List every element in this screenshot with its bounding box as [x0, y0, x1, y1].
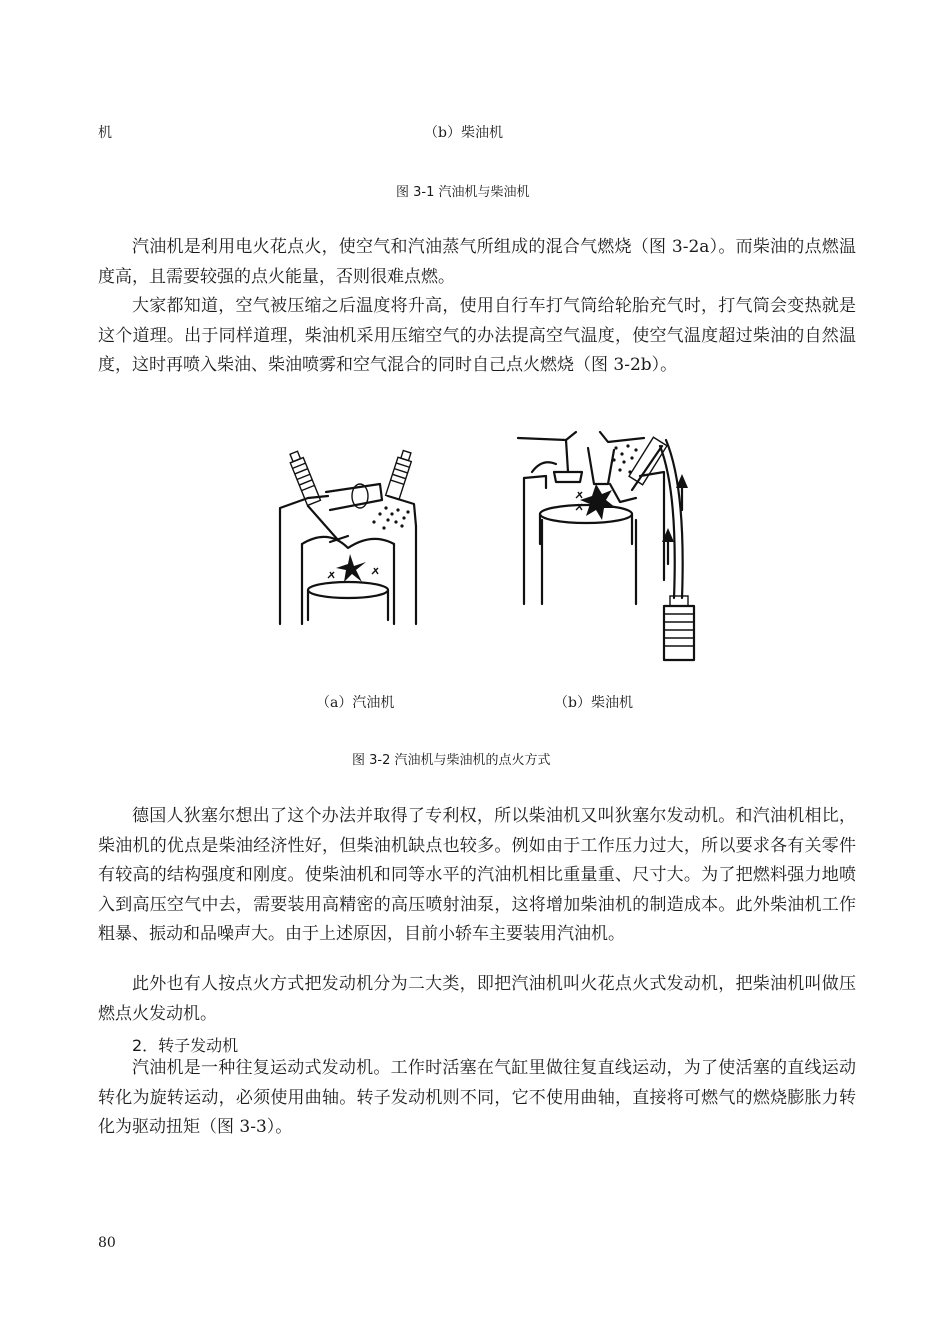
paragraph-1: 汽油机是利用电火花点火，使空气和汽油蒸气所组成的混合气燃烧（图 3-2a）。而柴油的点燃温度高，且需要较强的点火能量，否则很难点燃。	[98, 237, 856, 287]
paragraph-4: 此外也有人按点火方式把发动机分为二大类，即把汽油机叫火花点火式发动机，把柴油机叫做压燃点火发动机。	[98, 974, 856, 1024]
figure-3-2b-label: （b）柴油机	[554, 695, 633, 711]
paragraph-2: 大家都知道，空气被压缩之后温度将升高，使用自行车打气筒给轮胎充气时，打气筒会变热就是这个道理。出于同样道理，柴油机采用压缩空气的办法提高空气温度，使空气温度超过柴油的自然温度，这时再喷入柴油、柴油喷雾和空气混合的同时自己点火燃烧（图 3-2b）。	[98, 296, 856, 375]
figure-3-1-caption: 图 3-1 汽油机与柴油机	[396, 185, 530, 200]
page-number: 80	[98, 1235, 116, 1251]
paragraph-5: 汽油机是一种往复运动式发动机。工作时活塞在气缸里做往复直线运动，为了使活塞的直线运动转化为旋转运动，必须使用曲轴。转子发动机则不同，它不使用曲轴，直接将可燃气的燃烧膨胀力转化为驱动扭矩（图 3-3）。	[98, 1058, 856, 1137]
diesel-engine-illustration	[516, 428, 710, 664]
figure-3-2-caption: 图 3-2 汽油机与柴油机的点火方式	[352, 753, 551, 768]
figure-3-2a-label: （a）汽油机	[316, 695, 395, 711]
gasoline-engine-illustration	[268, 448, 430, 626]
paragraph-3: 德国人狄塞尔想出了这个办法并取得了专利权，所以柴油机又叫狄塞尔发动机。和汽油机相比，柴油机的优点是柴油经济性好，但柴油机缺点也较多。例如由于工作压力过大，所以要求各有关零件有较高的结构强度和刚度。使柴油机和同等水平的汽油机相比重量重、尺寸大。为了把燃料强力地喷入到高压空气中去，需要装用高精密的高压喷射油泵，这将增加柴油机的制造成本。此外柴油机工作粗暴、振动和品噪声大。由于上述原因，目前小轿车主要装用汽油机。	[98, 806, 856, 944]
top-fragment-left: 机	[98, 125, 112, 141]
section-heading: 2．转子发动机	[132, 1036, 239, 1055]
top-fragment-label: （b）柴油机	[424, 125, 503, 141]
